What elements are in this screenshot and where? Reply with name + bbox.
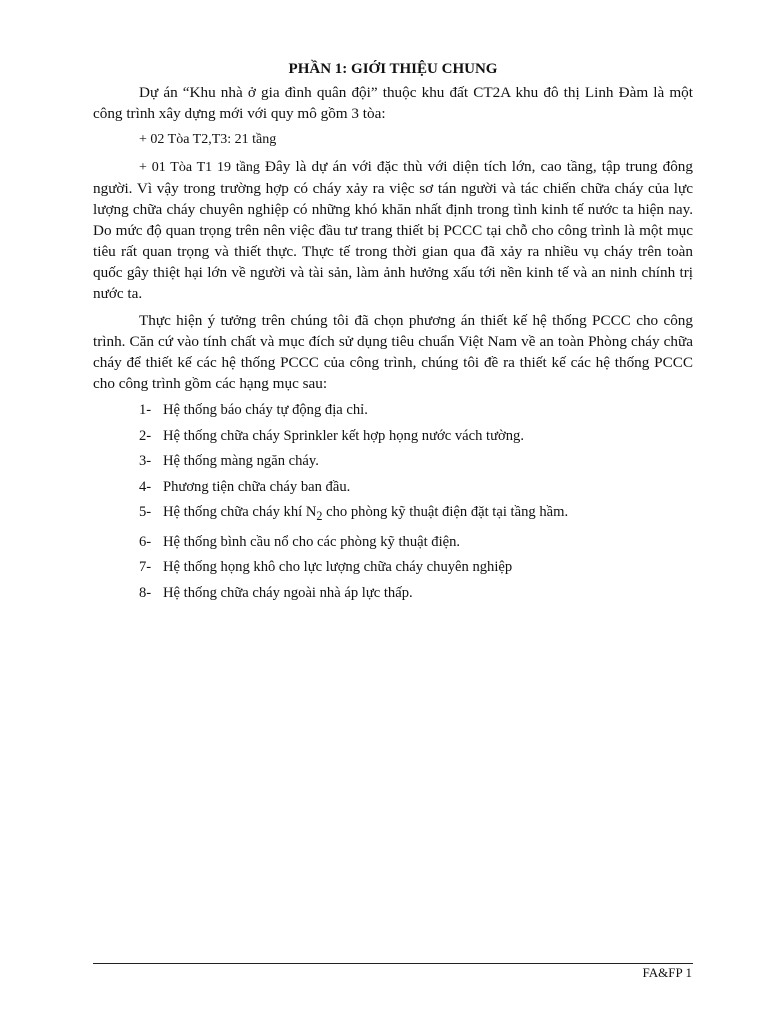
list-item-text: Phương tiện chữa cháy ban đầu. [163,478,351,495]
tower-paragraph-t1 [93,156,693,304]
tower-line-t1: + 01 Tòa T1 19 tầng [139,160,260,175]
list-item [139,583,693,604]
document-body [93,58,693,609]
list-item-text [163,502,568,527]
list-item [139,557,693,578]
list-item [139,400,693,421]
list-item-number: 4- [139,478,152,495]
project-description: Đây là dự án với đặc thù với diện tích lớn, cao tầng, tập trung đông người. Vì vậy trong trường hợp có cháy xảy ra việc sơ tán người và tác chiến chữa cháy của lực lượng chữa cháy chuyên nghiệp có những khó khăn nhất định trong tình kinh tế nước ta hiện nay. Do mức độ quan trọng trên nên việc đầu tư trang thiết bị PCCC tại chỗ cho công trình là một mục tiêu rất quan trọng và thiết thực. Thực tế trong thời gian qua đã xảy ra nhiều vụ cháy trên toàn quốc gây thiệt hại lớn về người và tài sản, làm ảnh hưởng xấu tới nền kinh tế và an ninh chính trị nước ta. [93,158,693,302]
tower-line-t2-t3: + 02 Tòa T2,T3: 21 tầng [139,132,277,147]
list-item-number: 8- [139,585,152,602]
list-item-number: 2- [139,427,152,444]
list-item-text: Hệ thống họng khô cho lực lượng chữa cháy chuyên nghiệp [163,559,513,576]
system-list [93,400,693,604]
footer-label: FA&FP 1 [642,965,692,980]
list-item-text-after: cho phòng kỹ thuật điện đặt tại tầng hầm. [322,504,569,521]
list-item-text: Hệ thống bình cầu nổ cho các phòng kỹ thuật điện. [163,533,461,550]
list-item-number: 6- [139,533,152,550]
list-item-text: Hệ thống chữa cháy Sprinkler kết hợp họng nước vách tường. [163,427,524,444]
list-item-number: 5- [139,504,152,521]
subscript-text: 2 [316,509,323,524]
intro-paragraph: Dự án “Khu nhà ở gia đình quân đội” thuộc khu đất CT2A khu đô thị Linh Đàm là một công trình xây dựng mới với quy mô gồm 3 tòa: [93,84,693,122]
list-item [139,477,693,498]
list-item-text-before: Hệ thống chữa cháy khí N [163,504,317,521]
design-paragraph: Thực hiện ý tưởng trên chúng tôi đã chọn phương án thiết kế hệ thống PCCC cho công trình. Căn cứ vào tính chất và mục đích sử dụng tiêu chuẩn Việt Nam về an toàn Phòng cháy chữa cháy để thiết kế các hệ thống PCCC của công trình, chúng tôi đề ra thiết kế các hệ thống PCCC cho công trình gồm các hạng mục sau: [93,312,693,392]
list-item-text: Hệ thống báo cháy tự động địa chỉ. [163,402,368,418]
list-item-number: 7- [139,559,152,576]
footer-divider [93,963,693,964]
list-item-text: Hệ thống màng ngăn cháy. [163,453,319,470]
page-title: PHẦN 1: GIỚI THIỆU CHUNG [288,61,498,77]
list-item-number: 1- [139,402,152,418]
list-item-text: Hệ thống chữa cháy ngoài nhà áp lực thấp. [163,585,413,602]
list-item [139,451,693,472]
list-item [139,532,693,553]
list-item [139,502,693,527]
list-item-number: 3- [139,453,152,470]
list-item [139,426,693,447]
